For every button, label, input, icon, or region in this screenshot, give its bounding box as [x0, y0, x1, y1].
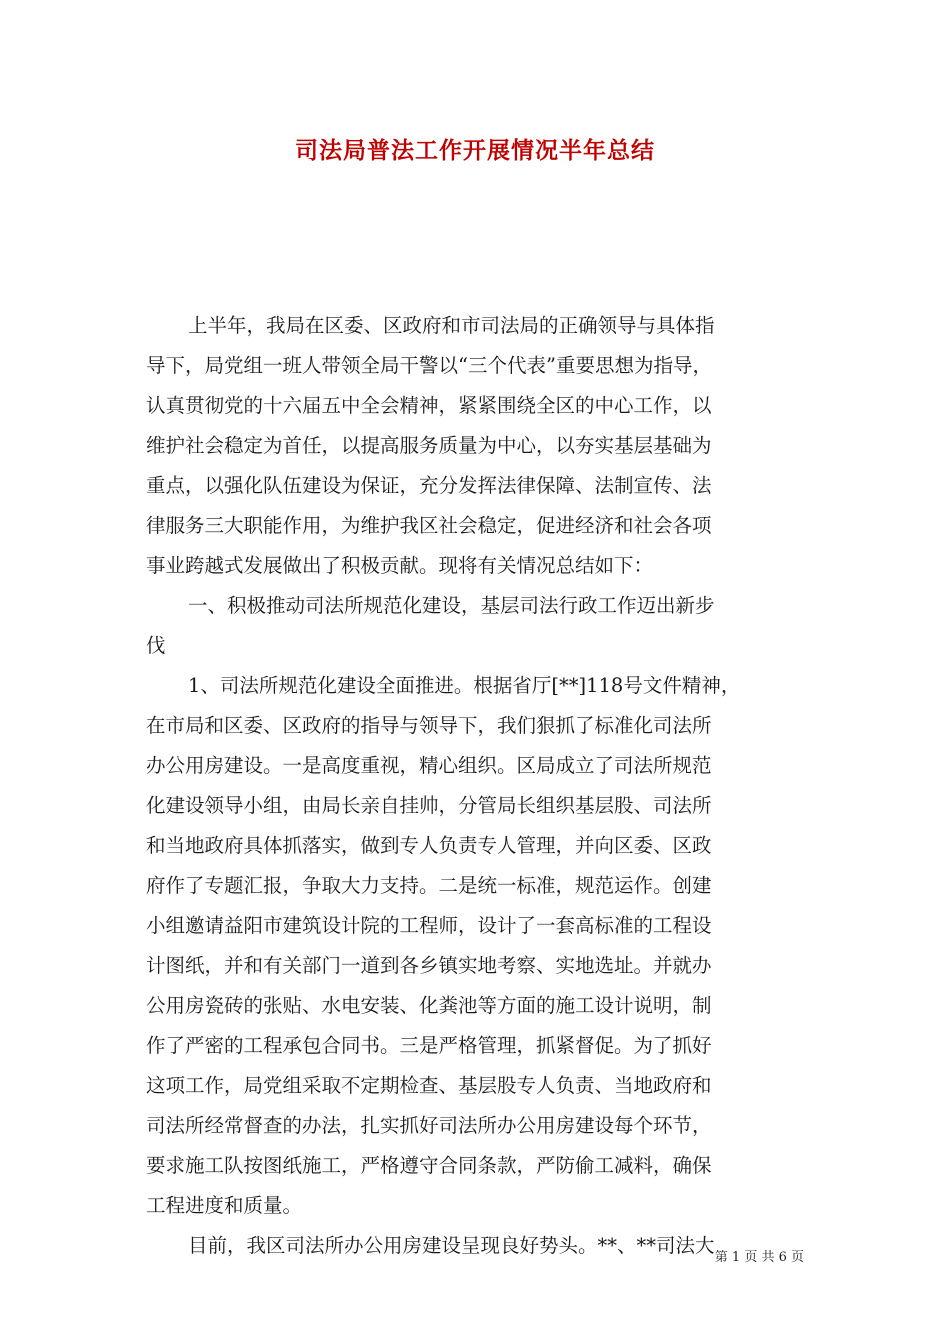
- section-heading-line: 一、积极推动司法所规范化建设，基层司法行政工作迈出新步: [188, 594, 715, 617]
- body-line: 要求施工队按图纸施工，严格遵守合同条款，严防偷工减料，确保: [146, 1154, 712, 1177]
- body-line: 司法所经常督查的办法，扎实抓好司法所办公用房建设每个环节，: [146, 1114, 712, 1137]
- body-line: 目前，我区司法所办公用房建设呈现良好势头。**、**司法大: [188, 1234, 715, 1257]
- body-line: 重点，以强化队伍建设为保证，充分发挥法律保障、法制宣传、法: [146, 474, 712, 497]
- body-line: 办公用房建设。一是高度重视，精心组织。区局成立了司法所规范: [146, 754, 712, 777]
- body-line: 律服务三大职能作用，为维护我区社会稳定，促进经济和社会各项: [146, 514, 712, 537]
- body-line: 公用房瓷砖的张贴、水电安装、化粪池等方面的施工设计说明，制: [146, 994, 712, 1017]
- body-line: 维护社会稳定为首任，以提高服务质量为中心，以夯实基层基础为: [146, 434, 712, 457]
- body-line: 作了严密的工程承包合同书。三是严格管理，抓紧督促。为了抓好: [146, 1034, 712, 1057]
- body-line: 计图纸，并和有关部门一道到各乡镇实地考察、实地选址。并就办: [146, 954, 712, 977]
- body-line: 上半年，我局在区委、区政府和市司法局的正确领导与具体指: [188, 314, 715, 337]
- document-title: 司法局普法工作开展情况半年总结: [295, 137, 655, 164]
- body-line: 小组邀请益阳市建筑设计院的工程师，设计了一套高标准的工程设: [146, 914, 712, 937]
- page-number: 第 1 页 共 6 页: [714, 1250, 804, 1265]
- body-line: 化建设领导小组，由局长亲自挂帅，分管局长组织基层股、司法所: [146, 794, 712, 817]
- document-body: [146, 306, 806, 1266]
- body-line: 1、司法所规范化建设全面推进。根据省厅[**]118号文件精神，: [188, 674, 741, 697]
- body-line: 和当地政府具体抓落实，做到专人负责专人管理，并向区委、区政: [146, 834, 712, 857]
- body-line: 府作了专题汇报，争取大力支持。二是统一标准，规范运作。创建: [146, 874, 712, 897]
- body-line: 事业跨越式发展做出了积极贡献。现将有关情况总结如下：: [146, 554, 654, 577]
- body-line: 导下，局党组一班人带领全局干警以“三个代表”重要思想为指导，: [146, 354, 712, 377]
- body-line: 工程进度和质量。: [146, 1194, 303, 1217]
- body-line: 认真贯彻党的十六届五中全会精神，紧紧围绕全区的中心工作，以: [146, 394, 712, 417]
- section-heading-line: 伐: [146, 634, 166, 657]
- body-line: 这项工作，局党组采取不定期检查、基层股专人负责、当地政府和: [146, 1074, 712, 1097]
- body-line: 在市局和区委、区政府的指导与领导下，我们狠抓了标准化司法所: [146, 714, 712, 737]
